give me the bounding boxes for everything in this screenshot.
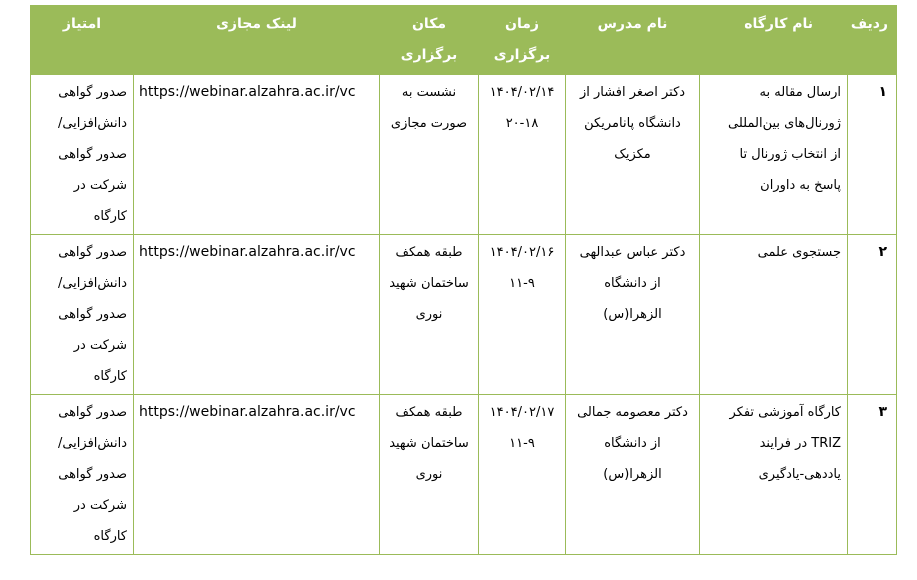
workshop-name: جستجوی علمی — [700, 235, 848, 395]
header-time: زمان برگزاری — [479, 6, 566, 75]
session-place: طبقه همکف ساختمان شهید نوری — [380, 395, 479, 555]
header-link: لینک مجازی — [134, 6, 380, 75]
teacher-name: دکتر عباس عبدالهی از دانشگاه الزهرا(س) — [566, 235, 700, 395]
score: صدور گواهی دانش‌افزایی/ صدور گواهی شرکت در کارگاه — [31, 395, 134, 555]
header-teacher: نام مدرس — [566, 6, 700, 75]
header-place: مکان برگزاری — [380, 6, 479, 75]
header-score: امتیاز — [31, 6, 134, 75]
workshop-table — [30, 5, 897, 555]
session-time: ۱۴۰۴/۰۲/۱۷ ۱۱-۹ — [479, 395, 566, 555]
row-number: ۲ — [848, 235, 897, 395]
workshop-name: ارسال مقاله به ژورنال‌های بین‌المللی از انتخاب ژورنال تا پاسخ به داوران — [700, 75, 848, 235]
header-workshop: نام کارگاه — [700, 6, 848, 75]
workshop-name: کارگاه آموزشی تفکر TRIZ در فرایند یاددهی-یادگیری — [700, 395, 848, 555]
table-row — [31, 75, 897, 235]
header-row — [31, 6, 897, 75]
row-number: ۳ — [848, 395, 897, 555]
workshop-schedule — [30, 5, 897, 555]
session-place: طبقه همکف ساختمان شهید نوری — [380, 235, 479, 395]
webinar-link[interactable]: https://webinar.alzahra.ac.ir/vc — [134, 235, 380, 395]
teacher-name: دکتر اصغر افشار از دانشگاه پانامریکن مکزیک — [566, 75, 700, 235]
session-place: نشست به صورت مجازی — [380, 75, 479, 235]
session-time: ۱۴۰۴/۰۲/۱۶ ۱۱-۹ — [479, 235, 566, 395]
table-row — [31, 395, 897, 555]
teacher-name: دکتر معصومه جمالی از دانشگاه الزهرا(س) — [566, 395, 700, 555]
session-time: ۱۴۰۴/۰۲/۱۴ ۲۰-۱۸ — [479, 75, 566, 235]
score: صدور گواهی دانش‌افزایی/ صدور گواهی شرکت در کارگاه — [31, 75, 134, 235]
webinar-link[interactable]: https://webinar.alzahra.ac.ir/vc — [134, 75, 380, 235]
score: صدور گواهی دانش‌افزایی/ صدور گواهی شرکت در کارگاه — [31, 235, 134, 395]
webinar-link[interactable]: https://webinar.alzahra.ac.ir/vc — [134, 395, 380, 555]
header-row-number: ردیف — [848, 6, 897, 75]
row-number: ۱ — [848, 75, 897, 235]
table-row — [31, 235, 897, 395]
